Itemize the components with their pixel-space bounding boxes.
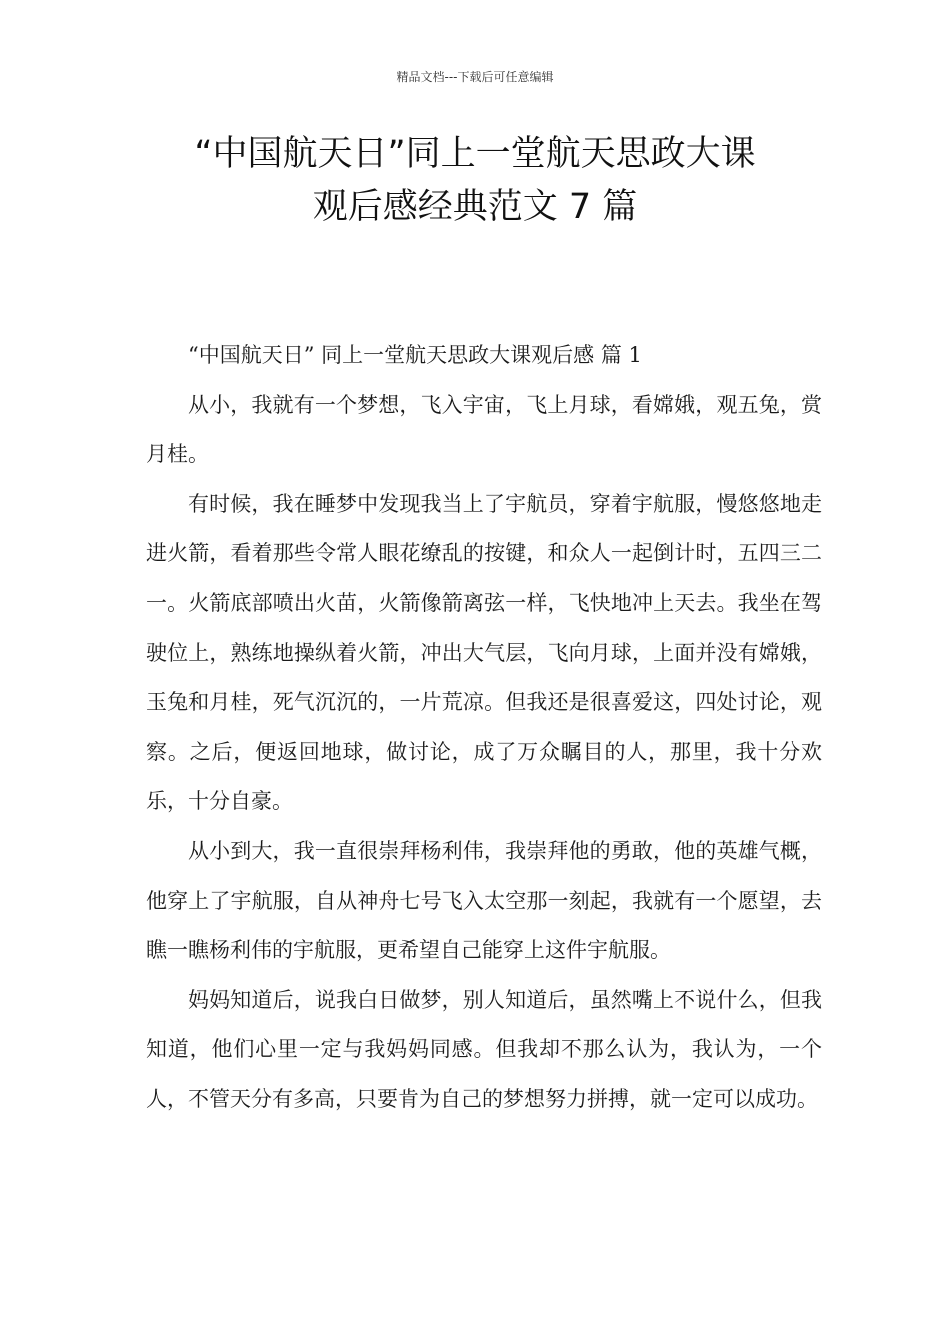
paragraph: 从小，我就有一个梦想，飞入宇宙，飞上月球，看嫦娥，观五兔，赏月桂。 (146, 392, 822, 467)
paragraph: 有时候，我在睡梦中发现我当上了宇航员，穿着宇航服，慢悠悠地走进火箭，看着那些令常人眼花缭乱的按键，和众人一起倒计时，五四三二一。火箭底部喷出火苗，火箭像箭离弦一样，飞快地冲上天去。我坐在驾驶位上，熟练地操纵着火箭，冲出大气层，飞向月球，上面并没有嫦娥，玉兔和月桂，死气沉沉的，一片荒凉。但我还是很喜爱这，四处讨论，观察。之后，便返回地球，做讨论，成了万众瞩目的人，那里，我十分欢乐，十分自豪。 (146, 491, 822, 814)
title-line-1: “中国航天日”同上一堂航天思政大课 (194, 134, 756, 174)
document-title (120, 128, 830, 234)
header-note: 精品文档---下载后可任意编辑 (396, 70, 554, 84)
paragraph: 妈妈知道后，说我白日做梦，别人知道后，虽然嘴上不说什么，但我知道，他们心里一定与我妈妈同感。但我却不那么认为，我认为，一个人，不管天分有多高，只要肯为自己的梦想努力拼搏，就一定可以成功。 (146, 987, 822, 1111)
title-line-2: 观后感经典范文 7 篇 (312, 187, 638, 227)
paragraph: 从小到大，我一直很崇拜杨利伟，我崇拜他的勇敢，他的英雄气概，他穿上了宇航服，自从神舟七号飞入太空那一刻起，我就有一个愿望，去瞧一瞧杨利伟的宇航服，更希望自己能穿上这件宇航服。 (146, 838, 822, 963)
document-body (146, 331, 822, 1125)
section-heading: “中国航天日” 同上一堂航天思政大课观后感 篇 1 (188, 343, 642, 367)
